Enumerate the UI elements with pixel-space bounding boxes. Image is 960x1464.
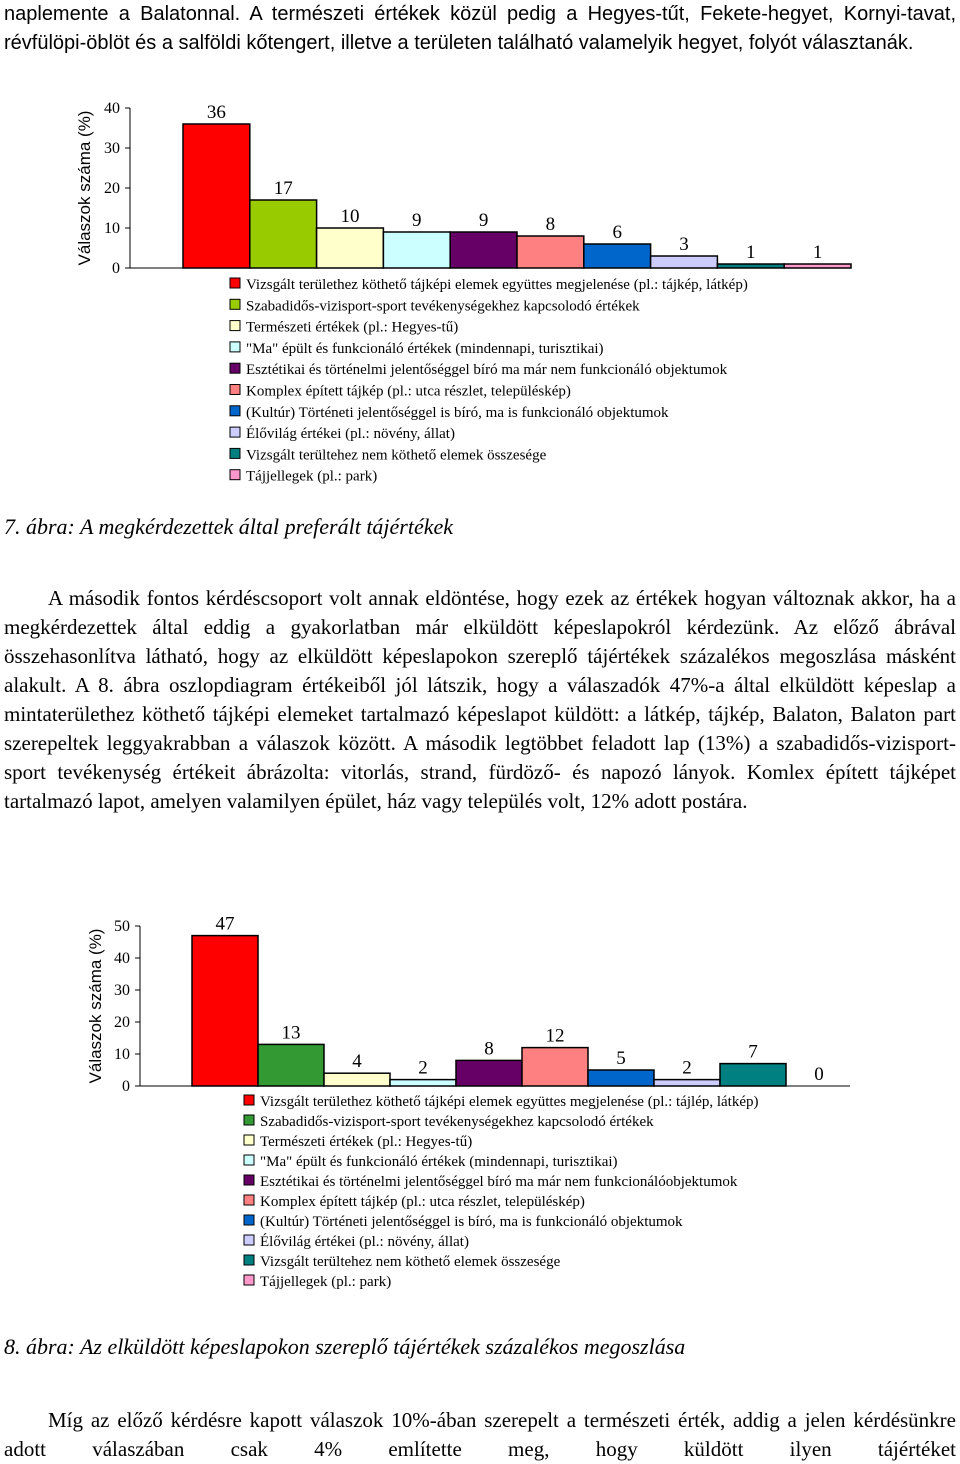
- legend-entry-8: Élővilág értékei (pl.: növény, állat): [260, 1234, 469, 1250]
- y-tick-label: 30: [104, 140, 120, 157]
- y-tick-label: 40: [104, 100, 120, 117]
- legend-swatch-5: [244, 1175, 254, 1185]
- bar-9: [720, 1064, 786, 1086]
- bar-3: [324, 1073, 390, 1086]
- y-tick-label: 50: [114, 918, 130, 935]
- data-label-1: 36: [206, 102, 226, 123]
- legend-swatch-3: [244, 1135, 254, 1145]
- legend-swatch-4: [230, 342, 240, 352]
- legend-entry-3: Természeti értékek (pl.: Hegyes-tű): [246, 319, 459, 336]
- bar-9: [717, 264, 784, 268]
- y-tick-label: 20: [114, 1014, 130, 1031]
- legend-swatch-6: [230, 385, 240, 395]
- legend-swatch-5: [230, 363, 240, 373]
- legend-entry-2: Szabadidős-vizisport-sport tevékenységekhez kapcsolodó értékek: [260, 1114, 654, 1130]
- legend-entry-4: "Ma" épült és funkcionáló értékek (mindennapi, turisztikai): [246, 340, 604, 357]
- data-label-3: 4: [352, 1051, 362, 1073]
- legend-swatch-7: [230, 406, 240, 416]
- data-label-10: 0: [814, 1064, 824, 1085]
- legend-swatch-9: [230, 448, 240, 458]
- data-label-7: 5: [616, 1048, 626, 1069]
- y-tick-label: 0: [112, 260, 120, 277]
- legend-swatch-9: [244, 1255, 254, 1265]
- legend-entry-9: Vizsgált terültehez nem köthető elemek összesége: [260, 1254, 561, 1270]
- legend-entry-10: Tájjellegek (pl.: park): [260, 1274, 392, 1290]
- data-label-9: 1: [746, 242, 756, 263]
- y-tick-label: 20: [104, 180, 120, 197]
- data-label-5: 8: [484, 1038, 494, 1060]
- legend-entry-2: Szabadidős-vizisport-sport tevékenységekhez kapcsolodó értékek: [246, 298, 640, 315]
- data-label-5: 9: [478, 210, 489, 231]
- paragraph-intro: naplemente a Balatonnal. A természeti értékek közül pedig a Hegyes-tűt, Fekete-hegyet, Kornyi-tavat, révfülöpi-öblöt és a salföldi kőtengert, illetve a területen található valamelyik hegyet, folyót választanák.: [4, 3, 956, 54]
- y-tick-label: 40: [114, 950, 130, 967]
- bar-7: [584, 244, 651, 268]
- figure-7-caption: 7. ábra: A megkérdezettek által preferált tájértékek: [4, 514, 454, 539]
- bar-5: [456, 1060, 522, 1086]
- legend-swatch-10: [230, 470, 240, 480]
- legend-entry-8: Élővilág értékei (pl.: növény, állat): [246, 426, 455, 443]
- y-axis-title: Válaszok száma (%): [86, 928, 105, 1084]
- data-label-8: 2: [682, 1057, 692, 1079]
- data-label-2: 17: [273, 178, 293, 199]
- paragraph-continuation: Míg az előző kérdésre kapott válaszok 10%-ában szerepelt a természeti érték, addig a jelen kérdésünkre adott válaszában csak 4% említette meg, hogy küldött ilyen tájértéket: [4, 1408, 956, 1461]
- legend-entry-6: Komplex épített tájkép (pl.: utca részlet, településkép): [260, 1194, 585, 1210]
- chart-sent-postcards: [0, 910, 960, 1300]
- legend-entry-7: (Kultúr) Történeti jelentőséggel is bíró, ma is funkcionáló objektumok: [260, 1214, 683, 1230]
- y-tick-label: 30: [114, 982, 130, 999]
- bar-7: [588, 1070, 654, 1086]
- data-label-3: 10: [340, 206, 360, 227]
- legend-swatch-7: [244, 1215, 254, 1225]
- bar-4: [390, 1080, 456, 1086]
- y-axis-title: Válaszok száma (%): [75, 110, 94, 266]
- y-tick-label: 10: [104, 220, 120, 237]
- bar-2: [250, 200, 317, 268]
- data-label-8: 3: [679, 234, 689, 255]
- legend-swatch-6: [244, 1195, 254, 1205]
- data-label-7: 6: [612, 222, 622, 243]
- legend-entry-5: Esztétikai és történelmi jelentőséggel bíró ma már nem funkcionáló objektumok: [246, 362, 728, 379]
- bar-6: [522, 1048, 588, 1086]
- bar-8: [651, 256, 718, 268]
- legend-entry-1: Vizsgált területhez köthető tájképi elemek együttes megjelenése (pl.: tájlép, látkép): [260, 1094, 759, 1110]
- legend-swatch-4: [244, 1155, 254, 1165]
- data-label-2: 13: [281, 1022, 301, 1044]
- legend-swatch-8: [244, 1235, 254, 1245]
- y-tick-label: 10: [114, 1046, 130, 1063]
- legend-entry-3: Természeti értékek (pl.: Hegyes-tű): [260, 1134, 473, 1150]
- legend-swatch-1: [244, 1095, 254, 1105]
- data-label-9: 7: [748, 1041, 758, 1063]
- bar-1: [192, 936, 258, 1086]
- data-label-6: 8: [545, 214, 556, 235]
- bar-1: [183, 124, 250, 268]
- legend-entry-5: Esztétikai és történelmi jelentőséggel bíró ma már nem funkcionálóobjektumok: [260, 1174, 738, 1190]
- figure-8-caption: 8. ábra: Az elküldött képeslapokon szereplő tájértékek százalékos megoszlása: [4, 1334, 686, 1359]
- chart-preferred-values: [0, 90, 960, 500]
- data-label-1: 47: [215, 913, 235, 935]
- legend-swatch-8: [230, 427, 240, 437]
- bar-10: [784, 264, 851, 268]
- bar-2: [258, 1044, 324, 1086]
- legend-entry-9: Vizsgált terültehez nem köthető elemek összesége: [246, 447, 547, 464]
- legend-swatch-2: [230, 299, 240, 309]
- data-label-6: 12: [545, 1025, 565, 1047]
- legend-swatch-2: [244, 1115, 254, 1125]
- legend-entry-6: Komplex épített tájkép (pl.: utca részlet, településkép): [246, 383, 571, 400]
- legend-swatch-3: [230, 321, 240, 331]
- legend-entry-4: "Ma" épült és funkcionáló értékek (mindennapi, turisztikai): [260, 1154, 618, 1170]
- legend-swatch-1: [230, 278, 240, 288]
- data-label-4: 9: [412, 210, 422, 231]
- legend-entry-7: (Kultúr) Történeti jelentőséggel is bíró, ma is funkcionáló objektumok: [246, 404, 669, 421]
- bar-5: [450, 232, 517, 268]
- legend-entry-1: Vizsgált területhez köthető tájképi elemek együttes megjelenése (pl.: tájkép, látkép): [246, 277, 748, 293]
- legend-entry-10: Tájjellegek (pl.: park): [246, 468, 378, 485]
- bar-8: [654, 1080, 720, 1086]
- y-tick-label: 0: [122, 1078, 130, 1095]
- paragraph-analysis: A második fontos kérdéscsoport volt annak eldöntése, hogy ezek az értékek hogyan változnak akkor, ha a megkérdezettek által eddig a gyakorlatban már elküldött képeslapokról kérdezünk. Az előző ábrával összehasonlítva látható, hogy az elküldött képeslapokon szereplő tájértékek százalékos megoszlása másként alakult. A 8. ábra oszlopdiagram értékeiből jól látszik, hogy a válaszadók 47%-a által elküldött képeslap a mintaterülethez köthető tájképi elemeket tartalmazó képeslapot küldött: a látkép, tájkép, Balaton, Balaton part szerepeltek leggyakrabban a válaszok között. A második legtöbbet feladott lap (13%) a szabadidős-vizisport-sport tevékenység értékeit ábrázolta: vitorlás, strand, fürdöző- és napozó lányok. Komlex épített tájképet tartalmazó lapot, amelyen valamilyen épület, ház vagy település volt, 12% adott postára.: [4, 586, 956, 813]
- legend-swatch-10: [244, 1275, 254, 1285]
- data-label-10: 1: [812, 242, 823, 263]
- bar-6: [517, 236, 584, 268]
- bar-3: [317, 228, 384, 268]
- bar-4: [383, 232, 450, 268]
- data-label-4: 2: [418, 1057, 428, 1079]
